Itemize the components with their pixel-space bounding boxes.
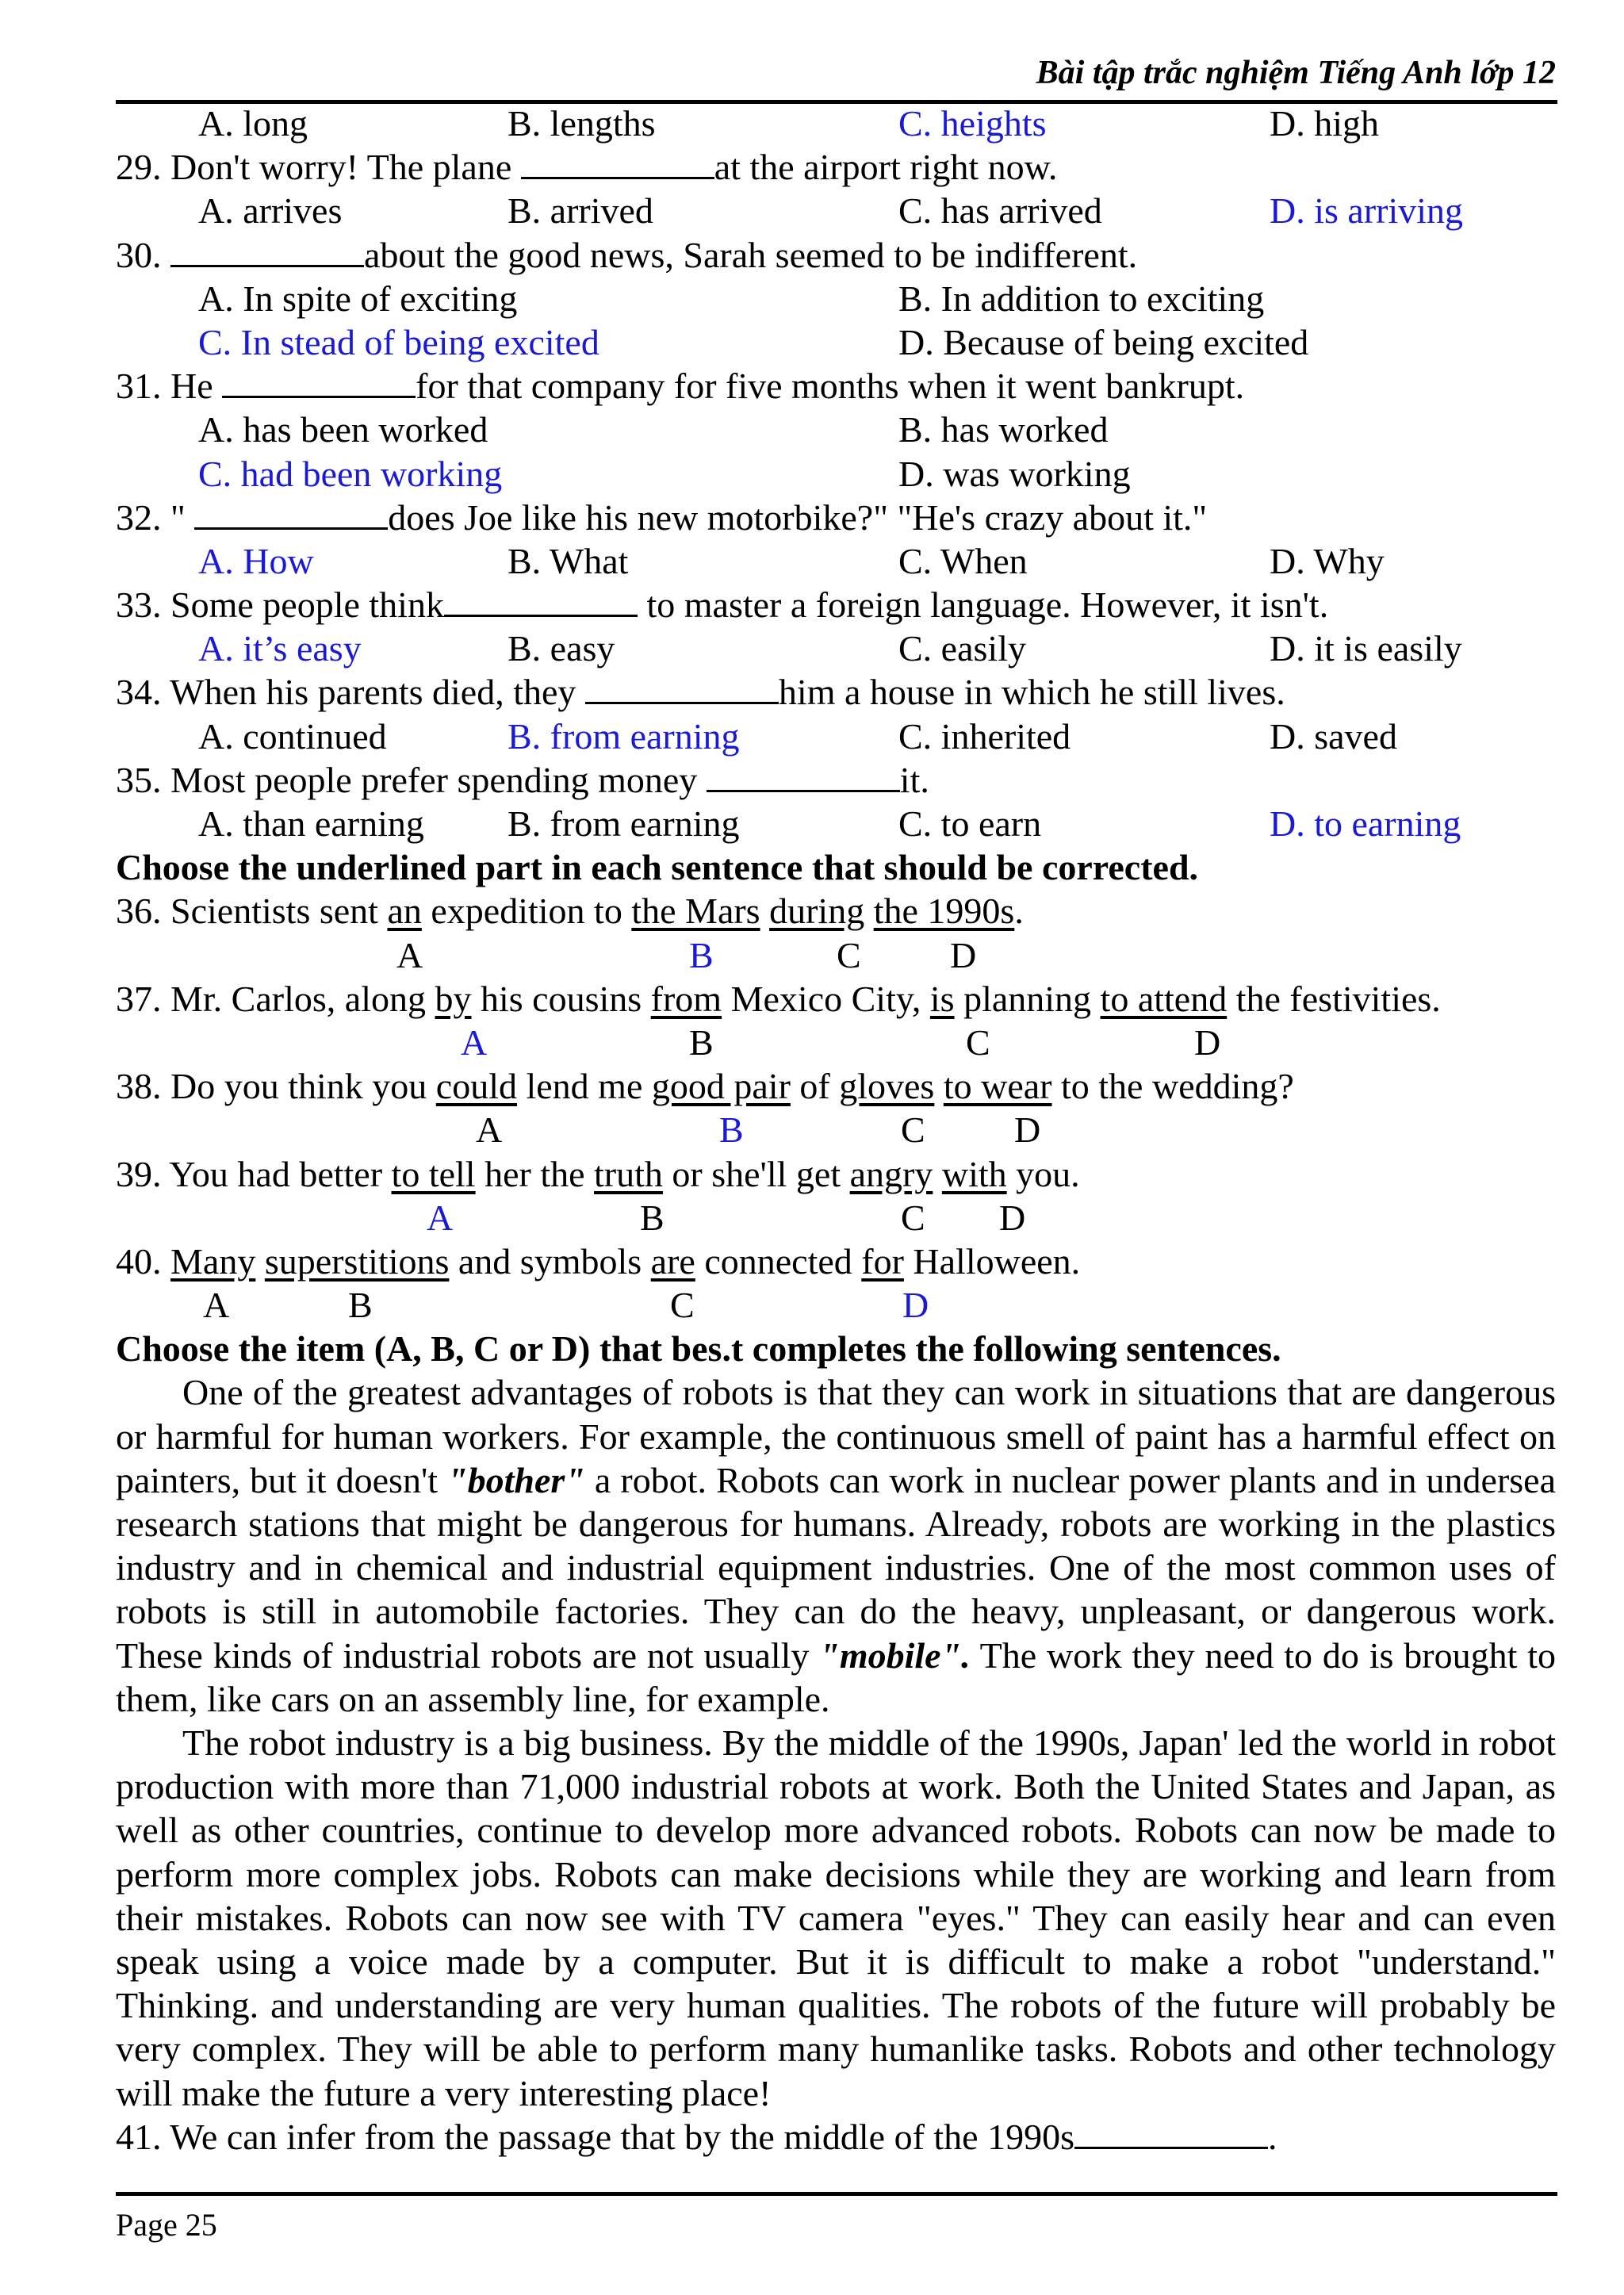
q34-option-b: B. from earning [508,715,740,757]
q39-letters [116,1196,1556,1239]
q40-sentence [116,1239,1556,1283]
q37-part-d: to attend [1100,978,1228,1019]
q29-blank [521,145,714,179]
q38-part-b: good pair [651,1066,791,1107]
q38-part-a: could [435,1066,517,1107]
q29-post: at the airport right now. [714,147,1058,188]
q36-text: 36. Scientists sent [116,891,388,932]
q30-pre: 30. [116,234,170,275]
q31-post: for that company for five months when it went bankrupt. [416,366,1245,407]
header-title: Bài tập trắc nghiệm Tiếng Anh lớp 12 [1036,55,1556,91]
q31-option-d: D. was working [898,453,1131,494]
q40-part-c: are [650,1240,695,1282]
q30-blank [170,233,364,267]
q34-pre: 34. When his parents died, they [116,672,585,713]
q37-text: the festivities. [1227,978,1441,1019]
q32-option-c: C. When [898,540,1028,581]
q31-option-a: A. has been worked [198,409,488,450]
q31-option-c: C. had been working [198,453,503,494]
q34-post: him a house in which he still lives. [778,672,1285,713]
q39-text: or she'll get [662,1153,850,1194]
q35-option-a: A. than earning [198,803,424,844]
q33-option-a: A. it’s easy [198,628,362,669]
q37-letter-b: B [689,1021,714,1063]
q40-text [255,1241,265,1282]
q40-part-d: for [861,1240,904,1282]
q28-option-d: D. high [1270,103,1379,144]
q34-option-a: A. continued [198,715,387,757]
q37-letter-d: D [1194,1021,1221,1063]
q30-option-d: D. Because of being excited [898,321,1309,362]
q38-letter-d: D [1014,1109,1041,1151]
q29-pre: 29. Don't worry! The plane [116,147,521,188]
q37-part-a: by [435,978,472,1019]
q39-part-d: with [941,1153,1007,1194]
q36-text: expedition to [421,891,632,932]
q33-pre: 33. Some people think [116,584,444,626]
q28-option-c: C. heights [898,103,1047,144]
q31-pre: 31. He [116,366,223,407]
q33-option-c: C. easily [898,628,1026,669]
q37-part-c: is [929,978,955,1019]
q41-stem [116,2115,1556,2159]
q29-options [116,189,1556,232]
q35-post: it. [899,759,929,800]
footer-rule [116,2192,1557,2196]
passage-p1-text-a: One of the greatest advantages of robots is that they can work in situations that are dangerous or harmful for human workers. For example, the continuous smell of paint has a harmful effect on painters, but it doesn't [116,1372,1556,1500]
q33-option-b: B. easy [508,628,615,669]
q37-sentence [116,977,1556,1021]
q36-letter-d: D [950,934,977,975]
q30-option-c: C. In stead of being excited [198,321,599,362]
q38-letters [116,1108,1556,1151]
passage-word-mobile: "mobile". [819,1634,971,1676]
passage-paragraph-2: The robot industry is a big business. By the middle of the 1990s, Japan' led the world in robot production with more than 71,000 industrial robots at work. Both the United States and Japan, as well as other countries, continue to develop more advanced robots. Robots can now be made to perform more complex jobs. Robots can make decisions while they are working and learn from their mistakes. Robots can now see with TV camera "eyes." They can easily hear and can even speak using a voice made by a computer. But it is difficult to make a robot "understand." Thinking. and understanding are very human qualities. The robots of the future will probably be very complex. They will be able to perform many humanlike tasks. Robots and other technology will make the future a very interesting place! [116,1722,1556,2113]
q32-option-a: A. How [198,540,314,581]
q29-stem [116,145,1556,189]
q37-letters [116,1021,1556,1064]
q38-text: 38. Do you think you [116,1066,436,1107]
q32-blank [194,496,388,530]
q31-options-row2 [116,452,1556,496]
q29-option-c: C. has arrived [898,190,1102,232]
q38-part-d: to wear [943,1066,1052,1107]
q33-options [116,626,1556,670]
q31-blank [222,364,416,398]
q34-options [116,715,1556,758]
q35-stem [116,758,1556,802]
q36-part-c: during [769,891,865,932]
q38-letter-c: C [901,1109,925,1151]
q32-stem [116,496,1556,539]
q40-part-b: superstitions [264,1240,450,1282]
q32-post: does Joe like his new motorbike?" "He's crazy about it." [388,496,1208,538]
q36-letters [116,933,1556,977]
q39-text: 39. You had better [116,1153,392,1194]
q41-pre: 41. We can infer from the passage that by the middle of the 1990s [116,2116,1075,2157]
q35-option-d: D. to earning [1270,803,1461,844]
q40-letter-a: A [203,1285,230,1326]
q36-part-a: an [387,891,422,932]
q40-text: and symbols [449,1240,651,1282]
q35-pre: 35. Most people prefer spending money [116,759,707,800]
q39-part-c: angry [849,1153,933,1194]
q33-stem [116,583,1556,626]
q40-part-a: Many [170,1240,256,1282]
q34-blank [585,670,779,704]
q39-text: you. [1006,1153,1080,1194]
q28-option-b: B. lengths [508,103,656,144]
q35-blank [707,758,900,792]
content [116,102,1556,2159]
q36-text [864,891,874,931]
q29-option-d: D. is arriving [1270,190,1464,232]
q35-options [116,802,1556,845]
q35-option-b: B. from earning [508,803,740,844]
q33-blank [444,583,638,617]
q38-text: lend me [516,1066,652,1107]
page-number: Page 25 [116,2207,217,2243]
q30-option-a: A. In spite of exciting [198,278,518,319]
q37-letter-c: C [966,1021,990,1063]
passage-p1-text-b: a robot. Robots can work in nuclear power plants and in undersea research stations that might be dangerous for humans. Already, robots are working in the plastics industry and in chemical and industrial equipment industries. One of the most common uses of robots is still in automobile factories. They can do the heavy, unpleasant, or dangerous work. These kinds of industrial robots are not usually [116,1459,1556,1676]
q38-sentence [116,1064,1556,1108]
q35-option-c: C. to earn [898,803,1042,844]
q30-post: about the good news, Sarah seemed to be indifferent. [364,234,1138,275]
passage-p1-text-c: The work they need to do is brought to them, like cars on an assembly line, for example. [116,1634,1556,1719]
q36-text: . [1014,891,1024,932]
q36-letter-a: A [396,934,423,975]
q40-letter-d: D [902,1285,929,1326]
q36-part-d: the 1990s [873,891,1015,932]
q30-stem [116,233,1556,277]
q38-part-c: gloves [839,1066,935,1107]
q38-text: of [790,1066,840,1107]
q33-option-d: D. it is easily [1270,628,1462,669]
q37-text: his cousins [471,978,651,1019]
q32-pre: 32. " [116,496,195,538]
q39-part-b: truth [594,1153,663,1194]
q40-letters [116,1283,1556,1327]
q36-part-b: the Mars [631,891,760,932]
q37-part-b: from [650,978,722,1019]
q39-letter-a: A [427,1197,454,1238]
q28-option-a: A. long [198,103,308,144]
q32-option-b: B. What [508,540,629,581]
section3-heading: Choose the item (A, B, C or D) that bes.t completes the following sentences. [116,1328,1281,1370]
passage-paragraph-1 [116,1370,1556,1721]
q30-options-row2 [116,320,1556,364]
q39-text: her the [475,1153,595,1194]
q31-options-row1 [116,408,1556,451]
q31-option-b: B. has worked [898,409,1109,450]
q32-option-d: D. Why [1270,540,1385,581]
q28-options [116,102,1556,145]
q41-post: . [1268,2116,1277,2157]
q40-text: connected [695,1240,862,1282]
section2-heading: Choose the underlined part in each sentence that should be corrected. [116,847,1199,888]
q36-text [760,891,770,931]
q37-text: Mexico City, [722,978,930,1019]
q30-option-b: B. In addition to exciting [898,278,1265,319]
q39-letter-d: D [999,1197,1026,1238]
q40-letter-b: B [348,1285,373,1326]
q37-text: planning [954,978,1101,1019]
q40-letter-c: C [670,1285,695,1326]
q31-stem [116,364,1556,408]
q38-letter-a: A [476,1109,503,1151]
q36-sentence [116,889,1556,933]
q33-post: to master a foreign language. However, it isn't. [637,584,1329,626]
q39-part-a: to tell [391,1153,476,1194]
q37-text: 37. Mr. Carlos, along [116,978,435,1019]
q39-letter-c: C [901,1197,925,1238]
q38-text [934,1066,944,1106]
q40-text: Halloween. [903,1240,1081,1282]
q36-letter-c: C [837,934,861,975]
q41-blank [1074,2115,1268,2149]
q36-letter-b: B [689,934,714,975]
q29-option-b: B. arrived [508,190,653,232]
q34-stem [116,670,1556,714]
q40-text: 40. [116,1240,170,1282]
passage-word-bother: "bother" [447,1459,585,1500]
q34-option-d: D. saved [1270,715,1397,757]
q29-option-a: A. arrives [198,190,343,232]
q38-text: to the wedding? [1051,1066,1294,1107]
q39-text [933,1154,942,1194]
q34-option-c: C. inherited [898,715,1071,757]
q38-letter-b: B [719,1109,744,1151]
q39-sentence [116,1152,1556,1196]
q30-options-row1 [116,277,1556,320]
q39-letter-b: B [640,1197,665,1238]
q37-letter-a: A [461,1021,488,1063]
q32-options [116,539,1556,583]
